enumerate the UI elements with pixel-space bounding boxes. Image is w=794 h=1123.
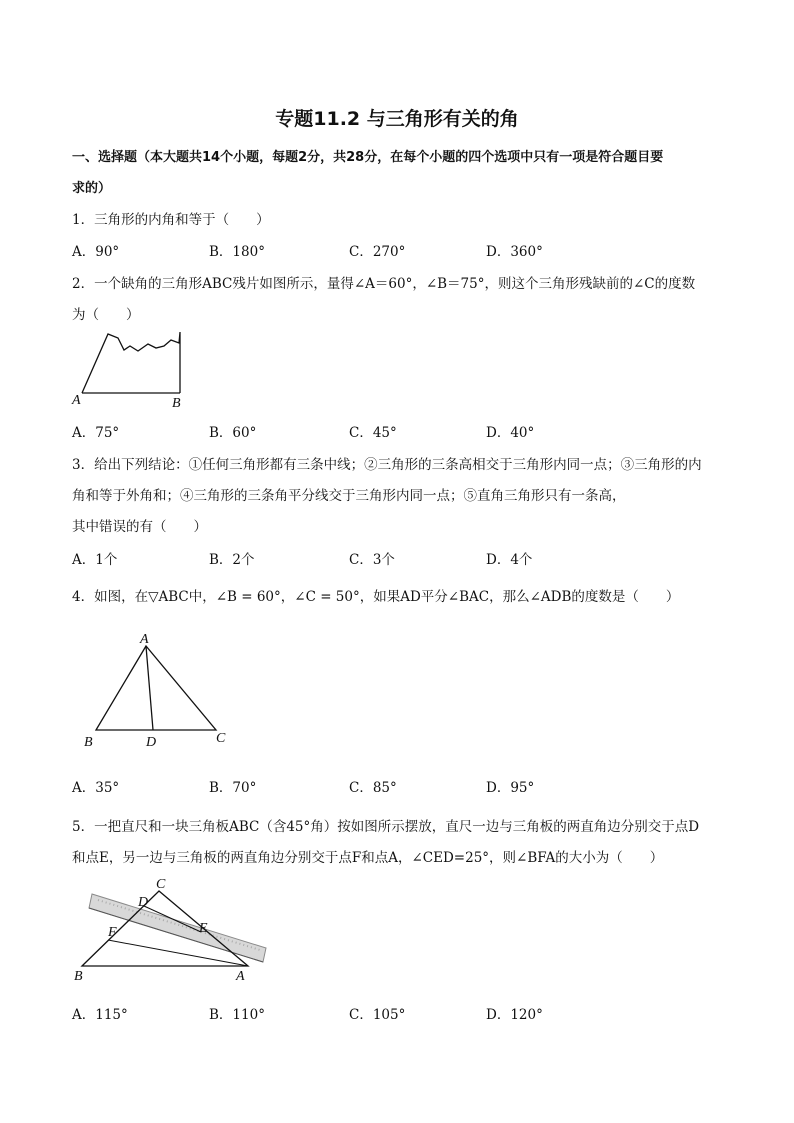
q2-triangle-outline — [82, 332, 180, 393]
q2-option-b[interactable]: B．60° — [209, 425, 257, 441]
q5-option-d[interactable]: D．120° — [486, 1007, 543, 1023]
q4-option-a[interactable]: A．35° — [72, 780, 120, 796]
q4-label-b: B — [84, 735, 93, 750]
question-5-text: 5．一把直尺和一块三角板ABC（含45°角）按如图所示摆放，直尺一边与三角板的两直角边分别交于点D — [72, 819, 700, 835]
question-3-text-cont2: 其中错误的有（ ） — [72, 519, 207, 535]
question-2-text: 2．一个缺角的三角形ABC残片如图所示，量得∠A＝60°，∠B＝75°，则这个三角形残缺前的∠C的度数 — [72, 276, 696, 292]
q1-option-c[interactable]: C．270° — [349, 244, 406, 260]
q4-triangle-abc — [96, 646, 216, 730]
question-1-text: 1．三角形的内角和等于（ ） — [72, 212, 270, 228]
q2-option-c[interactable]: C．45° — [349, 425, 397, 441]
q1-option-a[interactable]: A．90° — [72, 244, 120, 260]
q5-option-c[interactable]: C．105° — [349, 1007, 406, 1023]
question-2-text-cont: 为（ ） — [72, 307, 140, 323]
q3-option-b[interactable]: B．2个 — [209, 552, 255, 568]
section-heading-cont: 求的） — [72, 181, 112, 196]
q2-label-a: A — [72, 393, 81, 408]
q2-label-b: B — [172, 396, 181, 411]
q5-label-a: A — [236, 969, 245, 984]
q1-option-b[interactable]: B．180° — [209, 244, 265, 260]
q5-label-b: B — [74, 969, 83, 984]
q4-label-d: D — [146, 735, 157, 750]
q4-bisector-ad — [146, 646, 153, 730]
q5-label-c: C — [156, 877, 166, 892]
q3-option-c[interactable]: C．3个 — [349, 552, 395, 568]
question-3-text-cont: 角和等于外角和；④三角形的三条角平分线交于三角形内同一点；⑤直角三角形只有一条高， — [72, 488, 626, 504]
question-4-text: 4．如图，在▽ABC中，∠B = 60°，∠C = 50°，如果AD平分∠BAC，那么∠ADB的度数是（ ） — [72, 589, 680, 605]
q2-option-d[interactable]: D．40° — [486, 425, 535, 441]
q5-label-e: E — [199, 921, 208, 936]
q2-option-a[interactable]: A．75° — [72, 425, 120, 441]
q3-option-d[interactable]: D．4个 — [486, 552, 533, 568]
q1-option-d[interactable]: D．360° — [486, 244, 543, 260]
q5-label-d: D — [138, 895, 149, 910]
q4-figure-triangle — [78, 628, 238, 752]
q4-option-c[interactable]: C．85° — [349, 780, 397, 796]
page-title: 专题11.2 与三角形有关的角 — [275, 108, 519, 130]
q5-label-f: F — [108, 925, 117, 940]
q4-label-a: A — [140, 632, 149, 647]
q5-figure-ruler-triangle — [68, 876, 273, 986]
q3-option-a[interactable]: A．1个 — [72, 552, 118, 568]
section-heading: 一、选择题（本大题共14个小题，每题2分，共28分，在每个小题的四个选项中只有一项是符合题目要 — [72, 150, 664, 165]
q4-option-b[interactable]: B．70° — [209, 780, 257, 796]
question-3-text: 3．给出下列结论：①任何三角形都有三条中线；②三角形的三条高相交于三角形内同一点；③三角形的内 — [72, 457, 702, 473]
q4-label-c: C — [216, 731, 226, 746]
q2-figure-broken-triangle — [68, 326, 198, 412]
q5-option-b[interactable]: B．110° — [209, 1007, 265, 1023]
question-5-text-cont: 和点E，另一边与三角板的两直角边分别交于点F和点A，∠CED=25°，则∠BFA的大小为（ ） — [72, 850, 664, 866]
q5-option-a[interactable]: A．115° — [72, 1007, 128, 1023]
q4-option-d[interactable]: D．95° — [486, 780, 535, 796]
